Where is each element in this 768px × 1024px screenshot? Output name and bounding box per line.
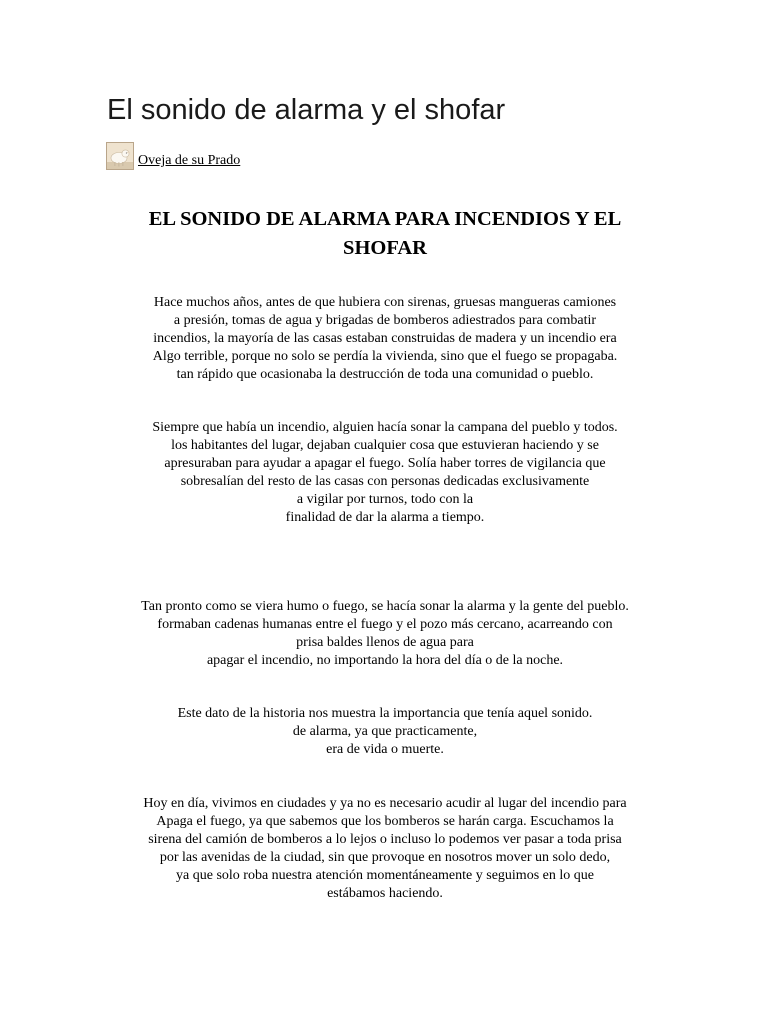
paragraph-line: finalidad de dar la alarma a tiempo. [285,510,485,525]
heading-line: EL SONIDO DE ALARMA PARA INCENDIOS Y EL [148,208,622,230]
page-title: El sonido de alarma y el shofar [107,94,506,126]
paragraph-line: apagar el incendio, no importando la hora del día o de la noche. [206,653,564,668]
paragraph-5 [100,795,670,903]
paragraph-line: a vigilar por turnos, todo con la [296,492,474,507]
paragraph-line: por las avenidas de la ciudad, sin que provoque en nosotros mover un solo dedo, [159,850,611,865]
lamb-icon[interactable] [106,142,134,170]
paragraph-line: Tan pronto como se viera humo o fuego, se hacía sonar la alarma y la gente del pueblo. [141,599,629,614]
paragraph-1 [100,294,670,384]
paragraph-line: era de vida o muerte. [326,742,444,757]
paragraph-line: incendios, la mayoría de las casas estaban construidas de madera y un incendio era [153,331,617,346]
paragraph-line: Hoy en día, vivimos en ciudades y ya no es necesario acudir al lugar del incendio para [143,796,627,811]
paragraph-line: Apaga el fuego, ya que sabemos que los bomberos se harán carga. Escuchamos la [156,814,614,829]
paragraph-line: Este dato de la historia nos muestra la importancia que tenía aquel sonido. [177,706,593,721]
paragraph-line: prisa baldes llenos de agua para [296,635,474,650]
author-link[interactable]: Oveja de su Prado [138,153,241,168]
author-byline [106,138,240,170]
paragraph-3 [100,598,670,670]
paragraph-line: apresuraban para ayudar a apagar el fuego. Solía haber torres de vigilancia que [164,456,606,471]
paragraph-4 [100,705,670,759]
paragraph-line: sirena del camión de bomberos a lo lejos o incluso lo podemos ver pasar a toda prisa [148,832,622,847]
heading-line: SHOFAR [343,237,427,259]
paragraph-line: de alarma, ya que practicamente, [292,724,478,739]
paragraph-line: tan rápido que ocasionaba la destrucción de toda una comunidad o pueblo. [176,367,594,382]
paragraph-line: formaban cadenas humanas entre el fuego y el pozo más cercano, acarreando con [157,617,613,632]
paragraph-line: Siempre que había un incendio, alguien hacía sonar la campana del pueblo y todos. [152,420,618,435]
paragraph-line: Algo terrible, porque no solo se perdía la vivienda, sino que el fuego se propagaba. [152,349,618,364]
paragraph-line: a presión, tomas de agua y brigadas de bomberos adiestrados para combatir [173,313,597,328]
paragraph-line: ya que solo roba nuestra atención momentáneamente y seguimos en lo que [176,868,594,883]
paragraph-line: sobresalían del resto de las casas con personas dedicadas exclusivamente [180,474,590,489]
paragraph-line: estábamos haciendo. [327,886,443,901]
article-heading [100,205,670,263]
paragraph-2 [100,419,670,527]
paragraph-line: Hace muchos años, antes de que hubiera con sirenas, gruesas mangueras camiones [153,295,617,310]
paragraph-line: los habitantes del lugar, dejaban cualquier cosa que estuvieran haciendo y se [171,438,599,453]
